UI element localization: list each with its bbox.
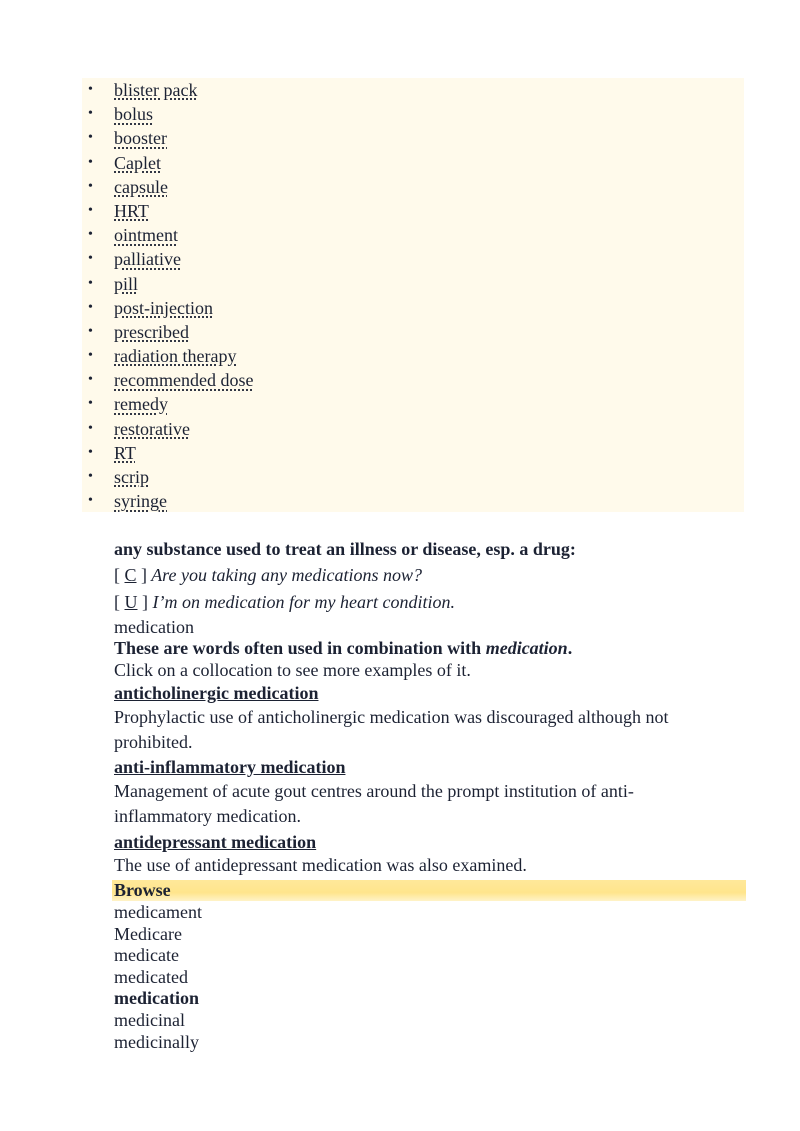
browse-list xyxy=(114,902,202,1053)
example-text: I’m on medication for my heart condition. xyxy=(148,592,455,612)
browse-heading: Browse xyxy=(114,880,171,900)
related-word-item xyxy=(82,78,744,102)
related-word-link[interactable]: scrip xyxy=(114,467,149,487)
related-word-link[interactable]: booster xyxy=(114,128,167,149)
related-words-list xyxy=(82,78,744,513)
example-text: Are you taking any medications now? xyxy=(147,565,422,585)
collocation-link[interactable]: anticholinergic medication xyxy=(114,683,319,703)
related-word-link[interactable]: radiation therapy xyxy=(114,346,237,367)
example-sentence xyxy=(114,589,734,615)
related-word-link[interactable]: restorative xyxy=(114,418,190,439)
collocation-example: Prophylactic use of anticholinergic medication was discouraged although not prohibited. xyxy=(114,707,669,752)
grammar-code-link[interactable]: C xyxy=(124,565,137,585)
bullet-icon: • xyxy=(88,420,93,436)
collocation-link[interactable]: antidepressant medication xyxy=(114,832,317,852)
browse-bar xyxy=(112,880,746,901)
bullet-icon: • xyxy=(88,251,93,267)
collocation-link[interactable]: anti-inflammatory medication xyxy=(114,757,346,777)
bullet-icon: • xyxy=(88,178,93,194)
related-word-link[interactable]: bolus xyxy=(114,104,154,125)
related-word-item xyxy=(82,296,744,320)
related-word-item xyxy=(82,272,744,296)
related-word-item xyxy=(82,465,744,489)
related-word-item xyxy=(82,392,744,416)
browse-item[interactable]: medication xyxy=(114,988,199,1009)
related-word-link[interactable]: blister pack xyxy=(114,80,198,100)
related-word-link[interactable]: capsule xyxy=(114,176,168,197)
related-word-link[interactable]: RT xyxy=(114,442,136,463)
related-word-link[interactable]: palliative xyxy=(114,249,181,270)
related-word-link[interactable]: Caplet xyxy=(114,152,161,173)
related-word-item xyxy=(82,151,744,175)
bullet-icon: • xyxy=(88,154,93,170)
example-sentence xyxy=(114,562,734,588)
headword: medication xyxy=(114,617,194,637)
related-word-link[interactable]: ointment xyxy=(114,225,178,246)
related-word-link[interactable]: prescribed xyxy=(114,321,189,342)
bullet-icon: • xyxy=(88,82,93,97)
related-word-item xyxy=(82,126,744,150)
related-word-item xyxy=(82,102,744,126)
browse-item[interactable]: medicinal xyxy=(114,1009,185,1030)
related-word-item xyxy=(82,489,744,513)
collocations-heading: These are words often used in combination with medication. xyxy=(114,638,573,658)
collocation-example: The use of antidepressant medication was also examined. xyxy=(114,855,527,875)
definition: any substance used to treat an illness or disease, esp. a drug: xyxy=(114,539,576,559)
related-word-link[interactable]: remedy xyxy=(114,394,168,415)
related-word-item xyxy=(82,368,744,392)
related-words-box xyxy=(82,78,744,512)
grammar-label: [ U ] xyxy=(114,592,148,612)
bullet-icon: • xyxy=(88,275,93,291)
bullet-icon: • xyxy=(88,202,93,218)
grammar-code-link[interactable]: U xyxy=(124,592,138,612)
browse-item[interactable]: medicate xyxy=(114,945,179,966)
related-word-link[interactable]: syringe xyxy=(114,491,167,512)
bullet-icon: • xyxy=(88,444,93,460)
related-word-item xyxy=(82,417,744,441)
browse-item[interactable]: medicament xyxy=(114,902,202,922)
related-word-link[interactable]: HRT xyxy=(114,200,149,221)
bullet-icon: • xyxy=(88,372,93,388)
bullet-icon: • xyxy=(88,106,93,122)
related-word-item xyxy=(82,199,744,223)
related-word-item xyxy=(82,441,744,465)
bullet-icon: • xyxy=(88,130,93,146)
browse-item[interactable]: Medicare xyxy=(114,923,182,944)
collocations-subheading: Click on a collocation to see more examples of it. xyxy=(114,660,471,680)
bullet-icon: • xyxy=(88,396,93,412)
bullet-icon: • xyxy=(88,469,93,484)
browse-item[interactable]: medicinally xyxy=(114,1031,199,1052)
bullet-icon: • xyxy=(88,493,93,509)
collocations-headword: medication xyxy=(485,638,568,658)
related-word-item xyxy=(82,344,744,368)
related-word-link[interactable]: pill xyxy=(114,273,139,294)
bullet-icon: • xyxy=(88,227,93,243)
bullet-icon: • xyxy=(88,299,93,315)
related-word-item xyxy=(82,223,744,247)
bullet-icon: • xyxy=(88,348,93,364)
browse-item[interactable]: medicated xyxy=(114,966,188,987)
collocation-example: Management of acute gout centres around the prompt institution of anti-inflammatory medication. xyxy=(114,781,634,826)
related-word-item xyxy=(82,320,744,344)
grammar-label: [ C ] xyxy=(114,565,148,585)
related-word-item xyxy=(82,175,744,199)
bullet-icon: • xyxy=(88,323,93,339)
related-word-link[interactable]: recommended dose xyxy=(114,370,254,391)
related-word-item xyxy=(82,247,744,271)
related-word-link[interactable]: post-injection xyxy=(114,297,213,318)
